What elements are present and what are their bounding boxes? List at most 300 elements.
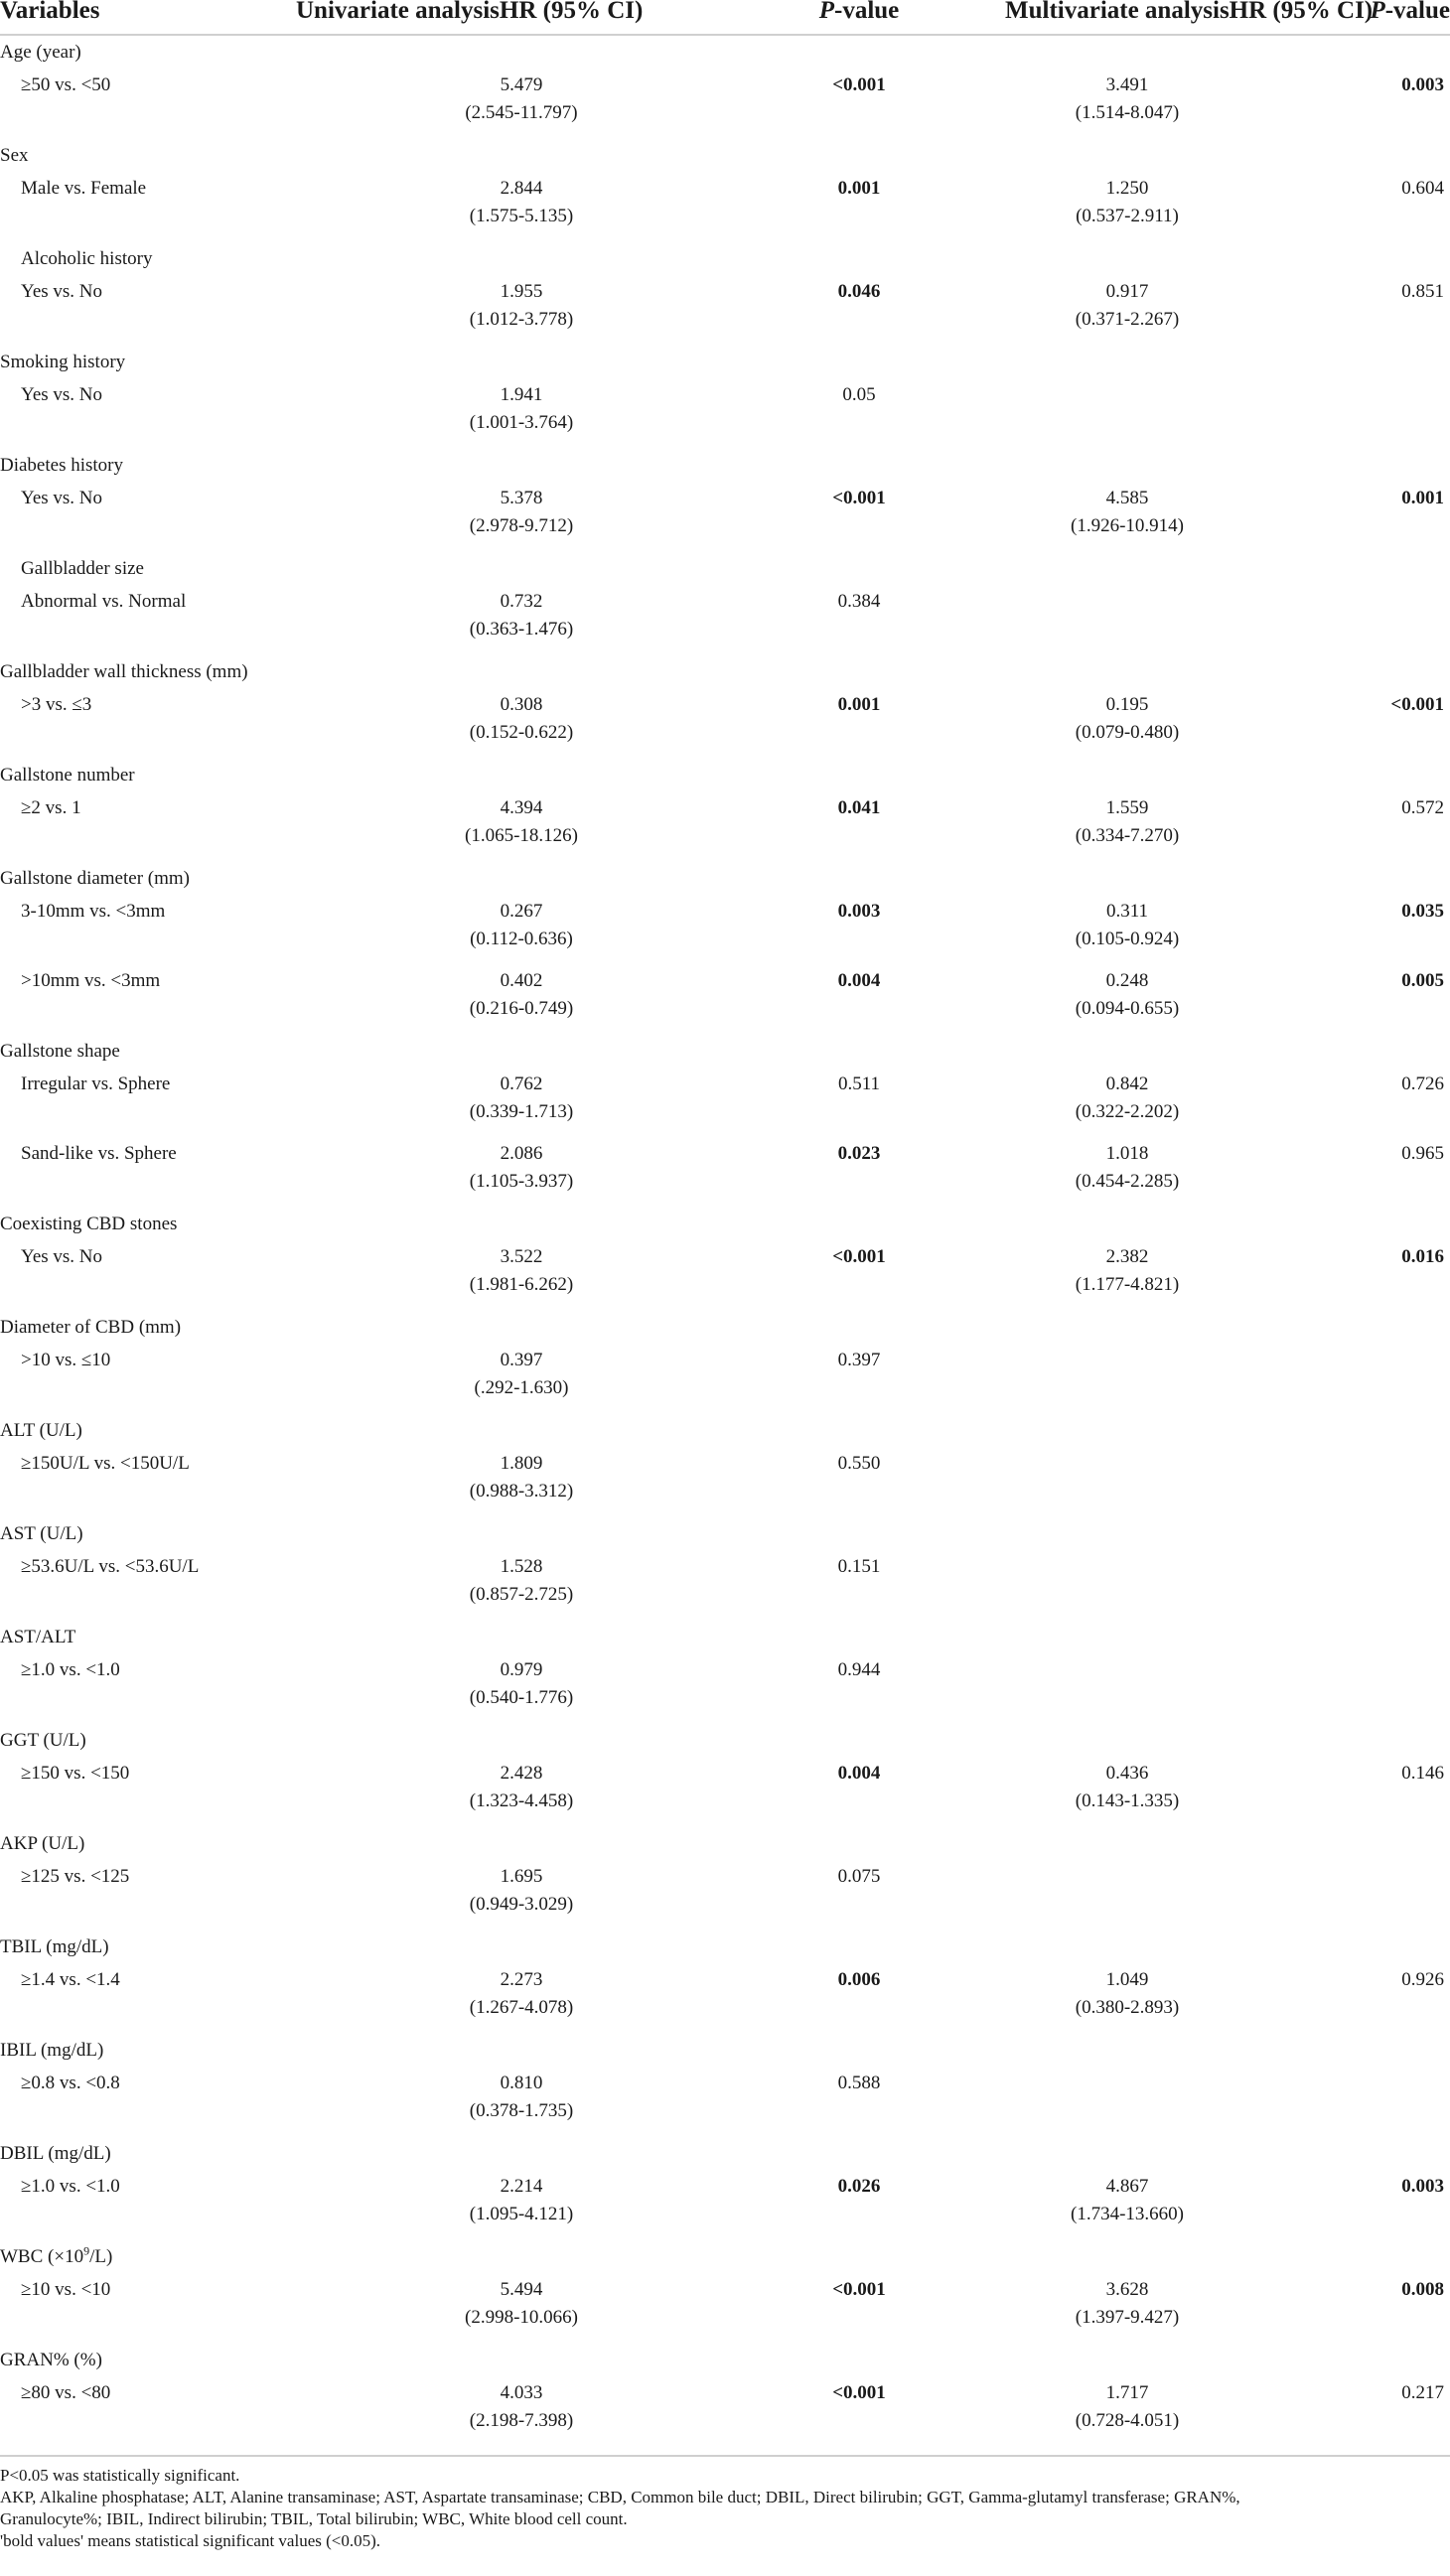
group-label-text: TBIL (mg/dL) [0, 1936, 109, 1957]
multivariate-hr: 0.917 [1105, 281, 1149, 302]
group-label [0, 552, 1450, 586]
univariate-p-value: 0.004 [837, 1763, 881, 1784]
group-row [0, 449, 1450, 483]
group-label-text: Diabetes history [0, 455, 124, 476]
univariate-ci: (2.545-11.797) [465, 102, 578, 123]
group-label [0, 1621, 1450, 1654]
comparison-label: ≥150U/L vs. <150U/L [21, 1453, 190, 1474]
multivariate-p-value: 0.604 [1401, 178, 1444, 199]
univariate-estimate [278, 689, 765, 759]
group-label [0, 449, 1450, 483]
table-row [0, 483, 1450, 552]
multivariate-estimate [953, 70, 1301, 139]
table-row [0, 1448, 1450, 1517]
group-row [0, 1311, 1450, 1345]
header-univariate: Univariate analysisHR (95% CI) [278, 0, 765, 35]
multivariate-estimate [953, 1069, 1301, 1138]
univariate-estimate [278, 896, 765, 965]
univariate-estimate [278, 70, 765, 139]
multivariate-p-value: 0.003 [1401, 2176, 1444, 2197]
comparison-label: >10mm vs. <3mm [21, 970, 161, 991]
multivariate-p-value [1301, 379, 1450, 449]
multivariate-estimate [953, 483, 1301, 552]
group-label [0, 1724, 1450, 1758]
group-row [0, 1724, 1450, 1758]
group-row [0, 1035, 1450, 1069]
univariate-ci: (1.105-3.937) [469, 1171, 574, 1192]
multivariate-estimate [953, 1345, 1301, 1414]
multivariate-estimate [953, 2068, 1301, 2137]
univariate-ci: (0.339-1.713) [469, 1101, 574, 1122]
group-label [0, 1517, 1450, 1551]
univariate-p-value: 0.006 [837, 1969, 881, 1990]
multivariate-p-value: 0.926 [1401, 1969, 1444, 1990]
multivariate-hr: 1.559 [1105, 797, 1149, 818]
univariate-ci: (.292-1.630) [474, 1377, 569, 1398]
table-row [0, 1758, 1450, 1827]
multivariate-estimate [953, 173, 1301, 242]
group-label [0, 1208, 1450, 1241]
group-row [0, 1208, 1450, 1241]
univariate-p-value: 0.550 [837, 1453, 881, 1474]
univariate-hr: 1.695 [500, 1866, 543, 1887]
group-label [0, 2137, 1450, 2171]
group-row [0, 2137, 1450, 2171]
multivariate-p-value [1301, 1654, 1450, 1724]
comparison-label: Yes vs. No [21, 1246, 103, 1267]
multivariate-hr: 3.628 [1105, 2279, 1149, 2300]
multivariate-hr: 0.248 [1105, 970, 1149, 991]
comparison-label: ≥10 vs. <10 [21, 2279, 111, 2300]
univariate-hr: 2.086 [500, 1143, 543, 1164]
group-label [0, 2240, 1450, 2274]
group-row [0, 862, 1450, 896]
univariate-p-value: <0.001 [832, 1246, 886, 1267]
group-label-text: Sex [0, 145, 29, 166]
note-bold-values: 'bold values' means statistical significant values (<0.05). [0, 2531, 381, 2550]
group-label-text: Gallbladder wall thickness (mm) [0, 661, 248, 682]
multivariate-hr: 1.049 [1105, 1969, 1149, 1990]
univariate-p-value: 0.046 [837, 281, 881, 302]
group-label-text: Age (year) [0, 42, 81, 63]
multivariate-ci: (0.380-2.893) [1075, 1997, 1180, 2018]
univariate-estimate [278, 2068, 765, 2137]
group-label-text: AST/ALT [0, 1627, 76, 1647]
header-p-rest: -value [1384, 0, 1450, 24]
univariate-estimate [278, 1448, 765, 1517]
univariate-ci: (1.981-6.262) [469, 1274, 574, 1295]
group-label [0, 862, 1450, 896]
univariate-hr: 1.809 [500, 1453, 543, 1474]
note-abbreviations: AKP, Alkaline phosphatase; ALT, Alanine transaminase; AST, Aspartate transaminase; CBD, Common bile duct; DBIL, Direct bilirubin; GGT, Gamma-glutamyl transferase; GRAN%, [0, 2488, 1240, 2506]
univariate-hr: 2.214 [500, 2176, 543, 2197]
multivariate-p-value: <0.001 [1390, 694, 1444, 715]
multivariate-hr: 0.436 [1105, 1763, 1149, 1784]
group-label-superscript: 9 [83, 2243, 90, 2258]
univariate-p-value: 0.023 [837, 1143, 881, 1164]
univariate-p-value: 0.588 [837, 2073, 881, 2093]
univariate-p-value: 0.397 [837, 1350, 881, 1370]
group-row [0, 1621, 1450, 1654]
univariate-estimate [278, 2171, 765, 2240]
multivariate-ci: (0.094-0.655) [1075, 998, 1180, 1019]
multivariate-hr: 4.867 [1105, 2176, 1149, 2197]
multivariate-ci: (1.734-13.660) [1071, 2204, 1184, 2224]
group-label-tail: /L) [89, 2246, 113, 2267]
univariate-p-value: <0.001 [832, 74, 886, 95]
univariate-estimate [278, 1861, 765, 1931]
multivariate-ci: (0.454-2.285) [1075, 1171, 1180, 1192]
univariate-estimate [278, 379, 765, 449]
multivariate-ci: (1.397-9.427) [1075, 2307, 1180, 2328]
header-p-italic: P [818, 0, 834, 24]
univariate-estimate [278, 792, 765, 862]
group-label [0, 35, 1450, 70]
group-label [0, 1827, 1450, 1861]
group-row [0, 655, 1450, 689]
univariate-p-value: <0.001 [832, 2279, 886, 2300]
multivariate-p-value: 0.217 [1401, 2382, 1444, 2403]
univariate-p-value: 0.075 [837, 1866, 881, 1887]
multivariate-ci: (0.079-0.480) [1075, 722, 1180, 743]
group-row [0, 2240, 1450, 2274]
multivariate-ci: (1.926-10.914) [1071, 515, 1184, 536]
header-p-value-univariate [765, 0, 953, 35]
group-row [0, 2034, 1450, 2068]
univariate-hr: 4.033 [500, 2382, 543, 2403]
univariate-hr: 0.810 [500, 2073, 543, 2093]
group-label-text: ALT (U/L) [0, 1420, 82, 1441]
note-abbreviations-cont: Granulocyte%; IBIL, Indirect bilirubin; TBIL, Total bilirubin; WBC, White blood cell count. [0, 2509, 628, 2528]
table-row [0, 1345, 1450, 1414]
group-label-text: Gallbladder size [21, 558, 144, 579]
univariate-ci: (0.378-1.735) [469, 2100, 574, 2121]
multivariate-p-value: 0.008 [1401, 2279, 1444, 2300]
multivariate-estimate [953, 2171, 1301, 2240]
univariate-hr: 1.955 [500, 281, 543, 302]
univariate-hr: 5.378 [500, 488, 543, 508]
univariate-p-value: 0.001 [837, 694, 881, 715]
univariate-ci: (1.575-5.135) [469, 206, 574, 226]
univariate-ci: (0.363-1.476) [469, 619, 574, 640]
univariate-ci: (1.012-3.778) [469, 309, 574, 330]
univariate-ci: (1.323-4.458) [469, 1790, 574, 1811]
header-multivariate: Multivariate analysisHR (95% CI) [953, 0, 1301, 35]
multivariate-ci: (0.537-2.911) [1076, 206, 1179, 226]
comparison-label: ≥0.8 vs. <0.8 [21, 2073, 120, 2093]
group-label-text: AST (U/L) [0, 1523, 83, 1544]
comparison-label: ≥53.6U/L vs. <53.6U/L [21, 1556, 200, 1577]
table-row [0, 1964, 1450, 2034]
univariate-p-value: 0.003 [837, 901, 881, 922]
multivariate-estimate [953, 1654, 1301, 1724]
comparison-label: ≥2 vs. 1 [21, 797, 81, 818]
comparison-label: >10 vs. ≤10 [21, 1350, 111, 1370]
multivariate-estimate [953, 1241, 1301, 1311]
multivariate-estimate [953, 379, 1301, 449]
multivariate-estimate [953, 1861, 1301, 1931]
comparison-label: ≥80 vs. <80 [21, 2382, 111, 2403]
group-label [0, 1311, 1450, 1345]
multivariate-ci: (0.105-0.924) [1075, 929, 1180, 949]
group-row [0, 139, 1450, 173]
group-label [0, 1931, 1450, 1964]
univariate-hr: 2.273 [500, 1969, 543, 1990]
multivariate-ci: (0.143-1.335) [1075, 1790, 1180, 1811]
group-row [0, 1517, 1450, 1551]
univariate-ci: (2.998-10.066) [465, 2307, 578, 2328]
comparison-label: ≥125 vs. <125 [21, 1866, 130, 1887]
multivariate-estimate [953, 896, 1301, 965]
group-label-text: GGT (U/L) [0, 1730, 86, 1751]
univariate-ci: (2.198-7.398) [469, 2410, 574, 2431]
comparison-label: Sand-like vs. Sphere [21, 1143, 177, 1164]
multivariate-hr: 4.585 [1105, 488, 1149, 508]
univariate-ci: (1.001-3.764) [469, 412, 574, 433]
univariate-p-value: 0.384 [837, 591, 881, 612]
table-row [0, 379, 1450, 449]
univariate-hr: 0.979 [500, 1659, 543, 1680]
univariate-estimate [278, 1964, 765, 2034]
table-row [0, 2274, 1450, 2344]
univariate-p-value: 0.041 [837, 797, 881, 818]
univariate-hr: 0.402 [500, 970, 543, 991]
multivariate-hr: 1.717 [1105, 2382, 1149, 2403]
group-label-text: Gallstone shape [0, 1041, 120, 1062]
univariate-hr: 0.308 [500, 694, 543, 715]
group-row [0, 346, 1450, 379]
group-label-text: IBIL (mg/dL) [0, 2040, 104, 2061]
comparison-label: Irregular vs. Sphere [21, 1073, 171, 1094]
univariate-estimate [278, 276, 765, 346]
multivariate-hr: 1.250 [1105, 178, 1149, 199]
univariate-ci: (0.152-0.622) [469, 722, 574, 743]
univariate-estimate [278, 586, 765, 655]
univariate-hr: 0.762 [500, 1073, 543, 1094]
univariate-ci: (0.949-3.029) [469, 1894, 574, 1915]
univariate-estimate [278, 1138, 765, 1208]
univariate-ci: (1.065-18.126) [465, 825, 578, 846]
multivariate-p-value: 0.003 [1401, 74, 1444, 95]
multivariate-p-value [1301, 1345, 1450, 1414]
group-label-text: Coexisting CBD stones [0, 1214, 178, 1234]
univariate-estimate [278, 1758, 765, 1827]
comparison-label: ≥50 vs. <50 [21, 74, 111, 95]
header-p-italic: P [1370, 0, 1385, 24]
univariate-p-value: 0.001 [837, 178, 881, 199]
univariate-ci: (0.540-1.776) [469, 1687, 574, 1708]
univariate-estimate [278, 1345, 765, 1414]
comparison-label: >3 vs. ≤3 [21, 694, 92, 715]
multivariate-p-value: 0.851 [1401, 281, 1444, 302]
table-row [0, 173, 1450, 242]
multivariate-estimate [953, 792, 1301, 862]
multivariate-estimate [953, 689, 1301, 759]
multivariate-hr: 0.195 [1105, 694, 1149, 715]
multivariate-estimate [953, 1964, 1301, 2034]
multivariate-p-value [1301, 1861, 1450, 1931]
group-label-text: Diameter of CBD (mm) [0, 1317, 182, 1338]
univariate-estimate [278, 173, 765, 242]
group-label [0, 2034, 1450, 2068]
header-variables: Variables [0, 0, 278, 35]
group-row [0, 759, 1450, 792]
multivariate-estimate [953, 1448, 1301, 1517]
univariate-estimate [278, 1069, 765, 1138]
group-row [0, 1827, 1450, 1861]
group-row [0, 2344, 1450, 2377]
group-label-text: WBC (×10 [0, 2246, 84, 2267]
comparison-label: Male vs. Female [21, 178, 147, 199]
multivariate-estimate [953, 2274, 1301, 2344]
table-row [0, 276, 1450, 346]
univariate-ci: (0.112-0.636) [470, 929, 573, 949]
group-row [0, 1414, 1450, 1448]
univariate-hr: 1.528 [500, 1556, 543, 1577]
multivariate-hr: 2.382 [1105, 1246, 1149, 1267]
multivariate-hr: 0.311 [1105, 901, 1149, 922]
group-label-text: Gallstone number [0, 765, 135, 786]
multivariate-ci: (0.322-2.202) [1075, 1101, 1180, 1122]
group-label [0, 1414, 1450, 1448]
univariate-hr: 0.267 [500, 901, 543, 922]
multivariate-estimate [953, 1551, 1301, 1621]
multivariate-p-value [1301, 586, 1450, 655]
table-row [0, 70, 1450, 139]
comparison-label: Yes vs. No [21, 384, 103, 405]
univariate-ci: (2.978-9.712) [469, 515, 574, 536]
multivariate-p-value: 0.965 [1401, 1143, 1444, 1164]
univariate-p-value: 0.511 [837, 1073, 881, 1094]
univariate-p-value: 0.151 [837, 1556, 881, 1577]
comparison-label: ≥1.0 vs. <1.0 [21, 2176, 120, 2197]
multivariate-p-value [1301, 2068, 1450, 2137]
group-label-text: Smoking history [0, 352, 126, 372]
table-header [0, 0, 1450, 35]
univariate-p-value: <0.001 [832, 2382, 886, 2403]
univariate-ci: (1.267-4.078) [469, 1997, 574, 2018]
group-label-text: AKP (U/L) [0, 1833, 85, 1854]
comparison-label: ≥1.0 vs. <1.0 [21, 1659, 120, 1680]
multivariate-p-value: 0.146 [1401, 1763, 1444, 1784]
univariate-hr: 4.394 [500, 797, 543, 818]
group-label-text: Gallstone diameter (mm) [0, 868, 190, 889]
multivariate-estimate [953, 276, 1301, 346]
group-row [0, 552, 1450, 586]
univariate-estimate [278, 1551, 765, 1621]
multivariate-p-value: 0.016 [1401, 1246, 1444, 1267]
multivariate-p-value: 0.035 [1401, 901, 1444, 922]
univariate-hr: 2.428 [500, 1763, 543, 1784]
univariate-hr: 0.397 [500, 1350, 543, 1370]
group-label [0, 139, 1450, 173]
table-notes [0, 2457, 1450, 2552]
group-label [0, 655, 1450, 689]
univariate-estimate [278, 2377, 765, 2447]
multivariate-estimate [953, 965, 1301, 1035]
comparison-label: ≥1.4 vs. <1.4 [21, 1969, 120, 1990]
multivariate-ci: (1.177-4.821) [1075, 1274, 1180, 1295]
univariate-ci: (0.216-0.749) [469, 998, 574, 1019]
multivariate-ci: (0.371-2.267) [1075, 309, 1180, 330]
univariate-p-value: 0.026 [837, 2176, 881, 2197]
univariate-p-value: 0.004 [837, 970, 881, 991]
univariate-hr: 5.494 [500, 2279, 543, 2300]
multivariate-p-value [1301, 1551, 1450, 1621]
table-row [0, 586, 1450, 655]
table-row [0, 1861, 1450, 1931]
table-row [0, 2377, 1450, 2447]
group-label-text: GRAN% (%) [0, 2350, 102, 2370]
comparison-label: Abnormal vs. Normal [21, 591, 187, 612]
multivariate-hr: 0.842 [1105, 1073, 1149, 1094]
table-row [0, 1138, 1450, 1208]
comparison-label: Yes vs. No [21, 281, 103, 302]
univariate-p-value: 0.944 [837, 1659, 881, 1680]
multivariate-estimate [953, 2377, 1301, 2447]
group-label [0, 1035, 1450, 1069]
table-row [0, 896, 1450, 965]
table-row [0, 2171, 1450, 2240]
univariate-estimate [278, 483, 765, 552]
table-row [0, 1551, 1450, 1621]
univariate-hr: 1.941 [500, 384, 543, 405]
group-row [0, 35, 1450, 70]
table-row [0, 1241, 1450, 1311]
univariate-hr: 5.479 [500, 74, 543, 95]
univariate-ci: (0.988-3.312) [469, 1481, 574, 1502]
table-row [0, 689, 1450, 759]
multivariate-hr: 1.018 [1105, 1143, 1149, 1164]
header-p-rest: -value [834, 0, 900, 24]
table-row [0, 2068, 1450, 2137]
univariate-ci: (1.095-4.121) [469, 2204, 574, 2224]
group-row [0, 1931, 1450, 1964]
multivariate-p-value: 0.726 [1401, 1073, 1444, 1094]
comparison-label: ≥150 vs. <150 [21, 1763, 130, 1784]
multivariate-ci: (0.334-7.270) [1075, 825, 1180, 846]
univariate-p-value: <0.001 [832, 488, 886, 508]
table-row [0, 965, 1450, 1035]
table-row [0, 1654, 1450, 1724]
multivariate-estimate [953, 1758, 1301, 1827]
table-row [0, 792, 1450, 862]
comparison-label: Yes vs. No [21, 488, 103, 508]
univariate-hr: 0.732 [500, 591, 543, 612]
univariate-estimate [278, 2274, 765, 2344]
univariate-hr: 2.844 [500, 178, 543, 199]
multivariate-p-value: 0.001 [1401, 488, 1444, 508]
group-label [0, 2344, 1450, 2377]
multivariate-ci: (1.514-8.047) [1075, 102, 1180, 123]
univariate-estimate [278, 1241, 765, 1311]
multivariate-p-value: 0.005 [1401, 970, 1444, 991]
multivariate-ci: (0.728-4.051) [1075, 2410, 1180, 2431]
multivariate-p-value: 0.572 [1401, 797, 1444, 818]
group-label [0, 346, 1450, 379]
group-row [0, 242, 1450, 276]
group-label [0, 242, 1450, 276]
multivariate-estimate [953, 586, 1301, 655]
univariate-p-value: 0.05 [842, 384, 876, 405]
table-body [0, 35, 1450, 2447]
univariate-estimate [278, 1654, 765, 1724]
univariate-hr: 3.522 [500, 1246, 543, 1267]
group-label-text: Alcoholic history [21, 248, 153, 269]
multivariate-estimate [953, 1138, 1301, 1208]
group-label-text: DBIL (mg/dL) [0, 2143, 111, 2164]
group-label [0, 759, 1450, 792]
